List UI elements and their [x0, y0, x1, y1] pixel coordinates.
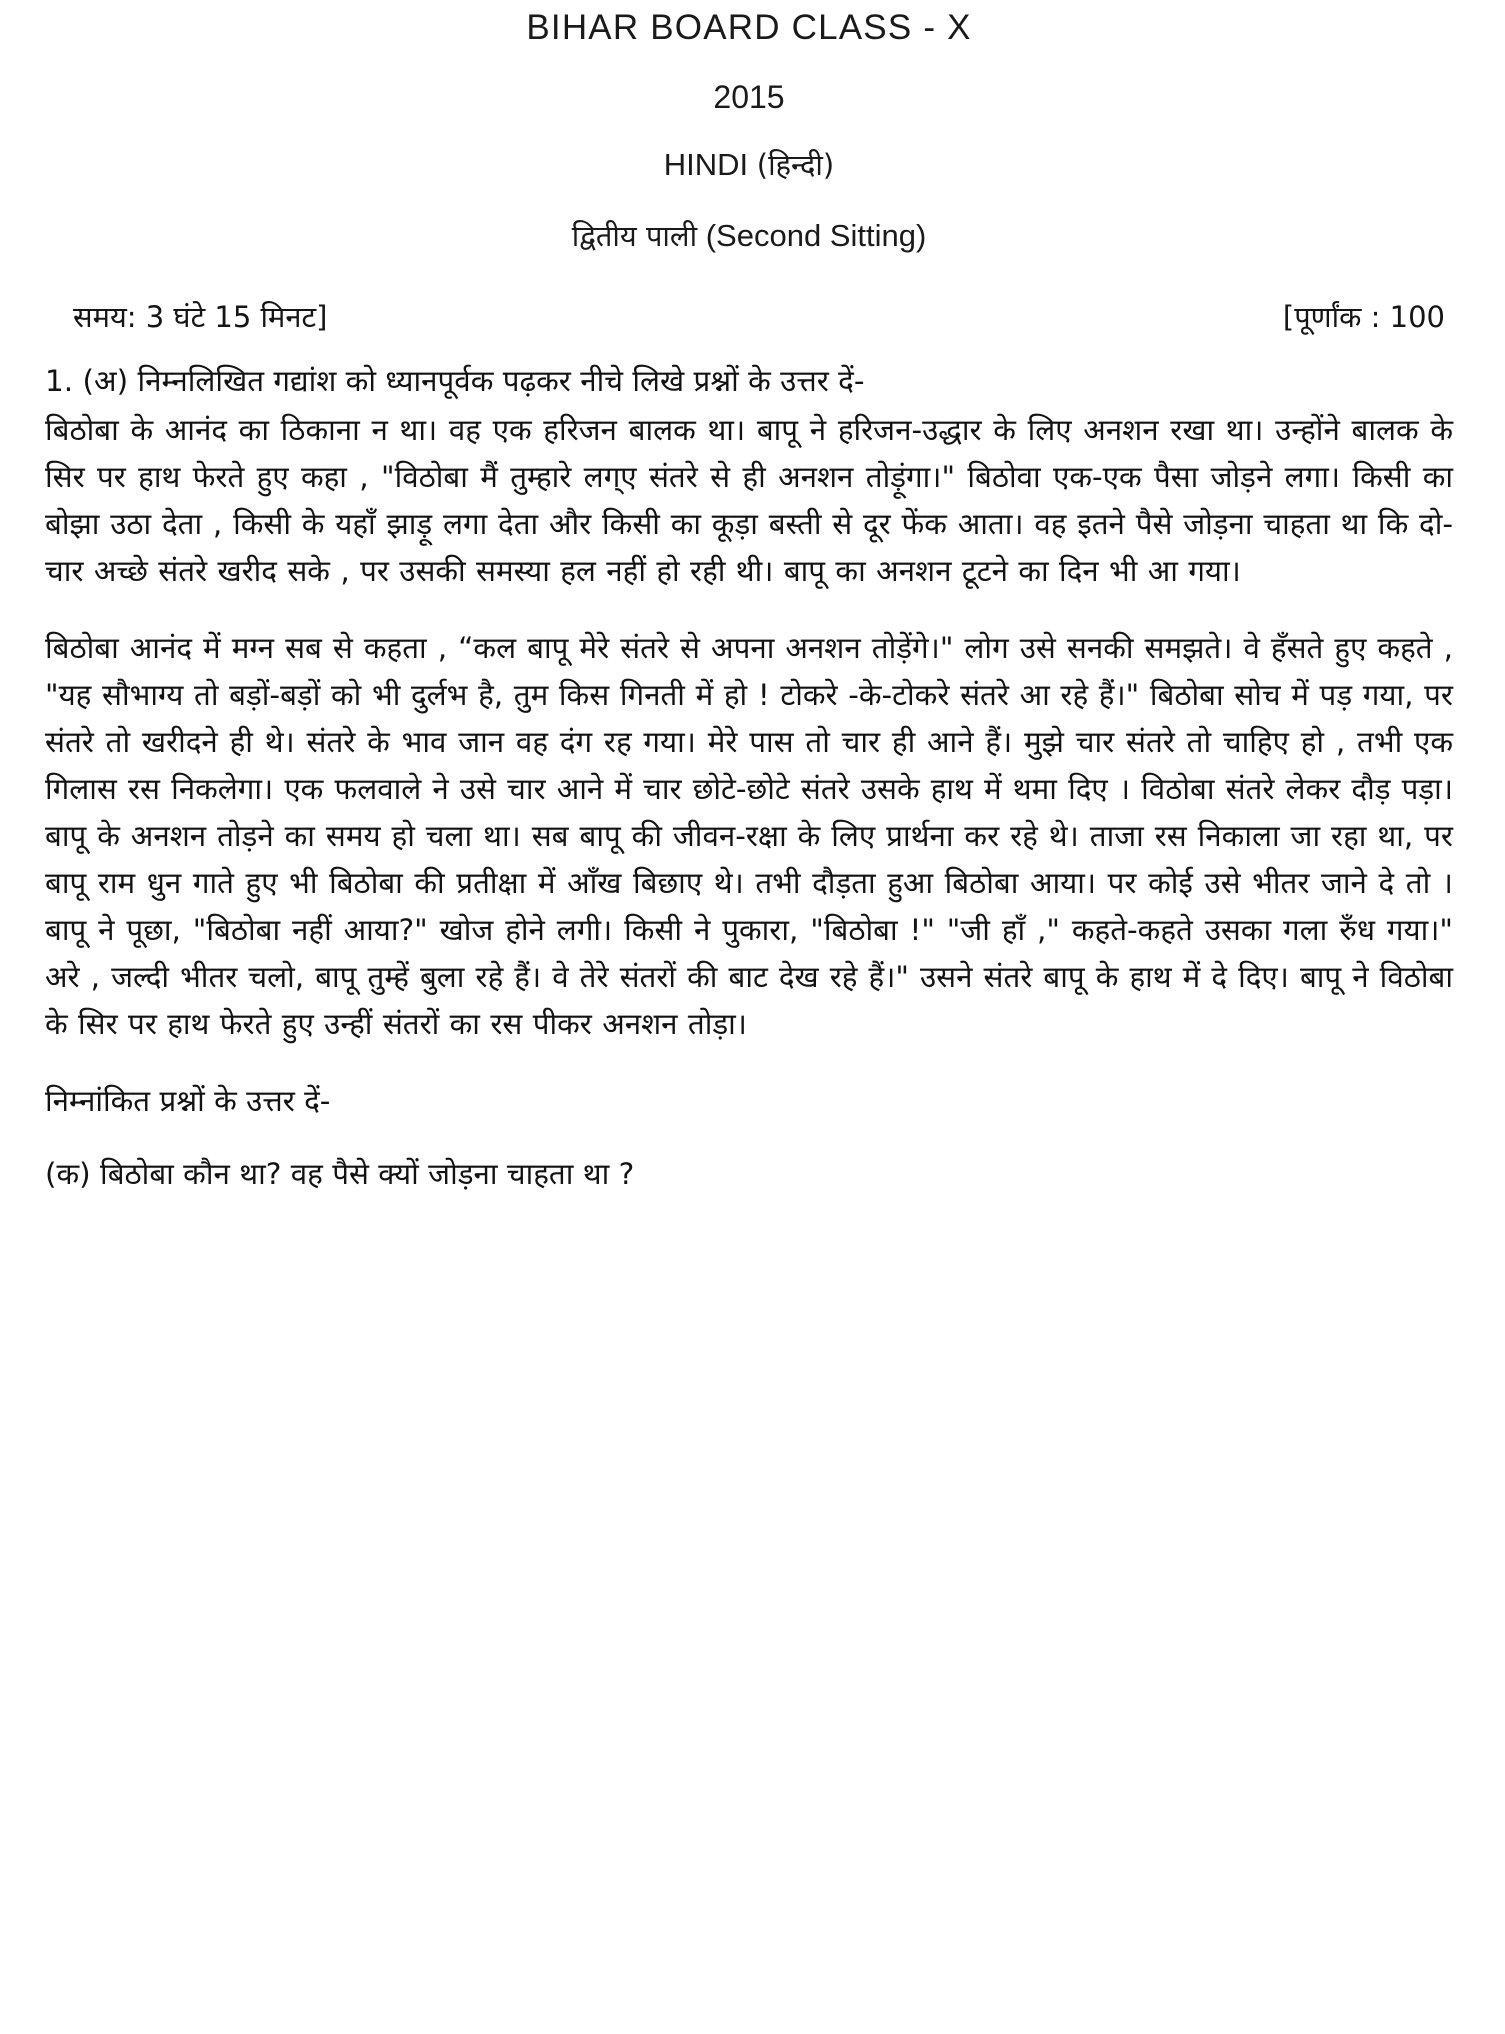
sub-question-k: (क) बिठोबा कौन था? वह पैसे क्यों जोड़ना चाहता था ? [45, 1156, 635, 1191]
exam-year: 2015 [713, 78, 785, 115]
sub-question-instruction: निम्नांकित प्रश्नों के उत्तर दें- [45, 1083, 331, 1118]
question-1-instruction: 1. (अ) निम्नलिखित गद्यांश को ध्यानपूर्वक पढ़कर नीचे लिखे प्रश्नों के उत्तर दें- [45, 363, 865, 398]
sitting-label-english: (Second Sitting) [705, 218, 927, 254]
subject-line [45, 116, 1453, 183]
time-allowed: समय: 3 घंटे 15 मिनट] [73, 299, 328, 334]
passage-paragraph-2: बिठोबा आनंद में मग्न सब से कहता , “कल बापू मेरे संतरे से अपना अनशन तोड़ेंगे।" लोग उसे सनकी समझते। वे हँसते हुए कहते , "यह सौभाग्य तो बड़ों-बड़ों को भी दुर्लभ है, तुम किस गिनती में हो ! टोकरे -के-टोकरे संतरे आ रहे हैं।" बिठोबा सोच में पड़ गया, पर संतरे तो खरीदने ही थे। संतरे के भाव जान वह दंग रह गया। मेरे पास तो चार ही आने हैं। मुझे चार संतरे तो चाहिए हो , तभी एक गिलास रस निकलेगा। एक फलवाले ने उसे चार आने में चार छोटे-छोटे संतरे उसके हाथ में थमा दिए । विठोबा संतरे लेकर दौड़ पड़ा। बापू के अनशन तोड़ने का समय हो चला था। सब बापू की जीवन-रक्षा के लिए प्रार्थना कर रहे थे। ताजा रस निकाला जा रहा था, पर बापू राम धुन गाते हुए भी बिठोबा की प्रतीक्षा में आँख बिछाए थे। तभी दौड़ता हुआ बिठोबा आया। पर कोई उसे भीतर जाने दे तो । बापू ने पूछा, "बिठोबा नहीं आया?" खोज होने लगी। किसी ने पुकारा, "बिठोबा !" "जी हाँ ," कहते-कहते उसका गला रुँध गया।" अरे , जल्दी भीतर चलो, बापू तुम्हें बुला रहे हैं। वे तेरे संतरों की बाट देख रहे हैं।" उसने संतरे बापू के हाथ में दे दिए। बापू ने विठोबा के सिर पर हाथ फेरते हुए उन्हीं संतरों का रस पीकर अनशन तोड़ा। [45, 630, 1453, 1041]
subject-name-english: HINDI [663, 147, 749, 183]
board-title: BIHAR BOARD CLASS - X [526, 8, 972, 47]
question-paper-body [45, 336, 1453, 1198]
passage-paragraph-1: बिठोबा के आनंद का ठिकाना न था। वह एक हरिजन बालक था। बापू ने हरिजन-उद्धार के लिए अनशन रखा था। उन्होंने बालक के सिर पर हाथ फेरते हुए कहा , "विठोबा मैं तुम्हारे लग्ए संतरे से ही अनशन तोड़ूंगा।" बिठोवा एक-एक पैसा जोड़ने लगा। किसी का बोझा उठा देता , किसी के यहाँ झाड़ू लगा देता और किसी का कूड़ा बस्ती से दूर फेंक आता। वह इतने पैसे जोड़ना चाहता था कि दो-चार अच्छे संतरे खरीद सके , पर उसकी समस्या हल नहीं हो रही थी। बापू का अनशन टूटने का दिन भी आ गया। [45, 412, 1453, 588]
subject-name-hindi: (हिन्दी) [756, 148, 835, 183]
full-marks: [पूर्णांक : 100 [1282, 299, 1445, 334]
sitting-label-hindi: द्वितीय पाली [571, 219, 698, 254]
exam-meta-row [45, 255, 1453, 336]
sitting-line [45, 183, 1453, 254]
page-header [45, 0, 1453, 255]
